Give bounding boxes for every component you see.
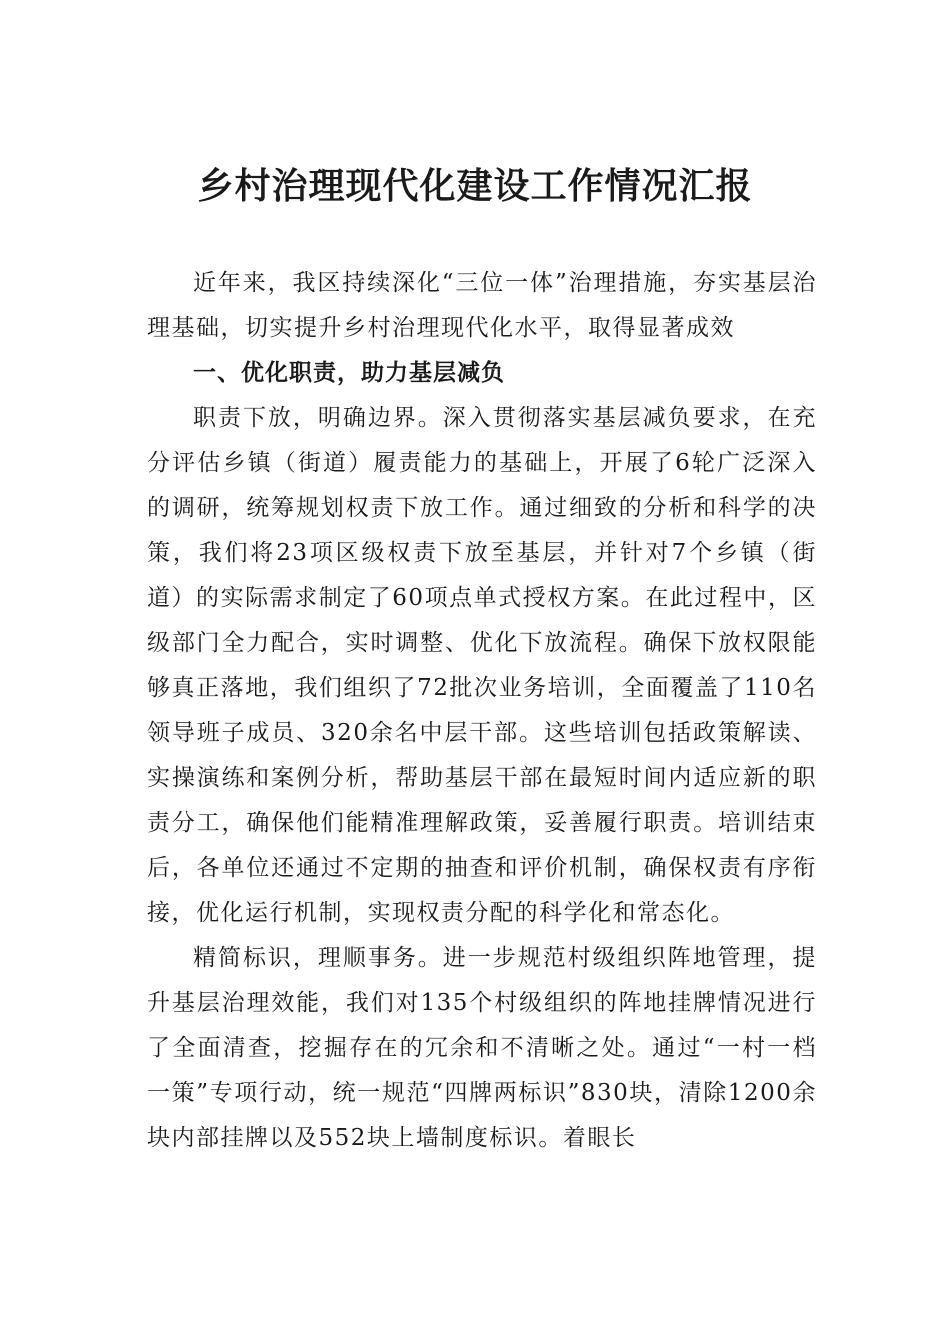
body-paragraph: 职责下放，明确边界。深入贯彻落实基层减负要求，在充分评估乡镇（街道）履责能力的基础上，开展了6轮广泛深入的调研，统筹规划权责下放工作。通过细致的分析和科学的决策，我们将23项区级权责下放至基层，并针对7个乡镇（街道）的实际需求制定了60项点单式授权方案。在此过程中，区级部门全力配合，实时调整、优化下放流程。确保下放权限能够真正落地，我们组织了72批次业务培训，全面覆盖了110名领导班子成员、320余名中层干部。这些培训包括政策解读、实操演练和案例分析，帮助基层干部在最短时间内适应新的职责分工，确保他们能精准理解政策，妥善履行职责。培训结束后，各单位还通过不定期的抽查和评价机制，确保权责有序衔接，优化运行机制，实现权责分配的科学化和常态化。 — [147, 405, 817, 926]
intro-paragraph: 近年来，我区持续深化“三位一体”治理措施，夯实基层治理基础，切实提升乡村治理现代化水平，取得显著成效 — [147, 270, 817, 341]
document-body — [147, 261, 817, 1161]
section-heading: 一、优化职责，助力基层减负 — [193, 360, 505, 386]
document-title: 乡村治理现代化建设工作情况汇报 — [197, 165, 753, 207]
body-paragraph: 精简标识，理顺事务。进一步规范村级组织阵地管理，提升基层治理效能，我们对135个村级组织的阵地挂牌情况进行了全面清查，挖掘存在的冗余和不清晰之处。通过“一村一档一策”专项行动，统一规范“四牌两标识”830块，清除1200余块内部挂牌以及552块上墙制度标识。着眼长 — [147, 945, 817, 1151]
